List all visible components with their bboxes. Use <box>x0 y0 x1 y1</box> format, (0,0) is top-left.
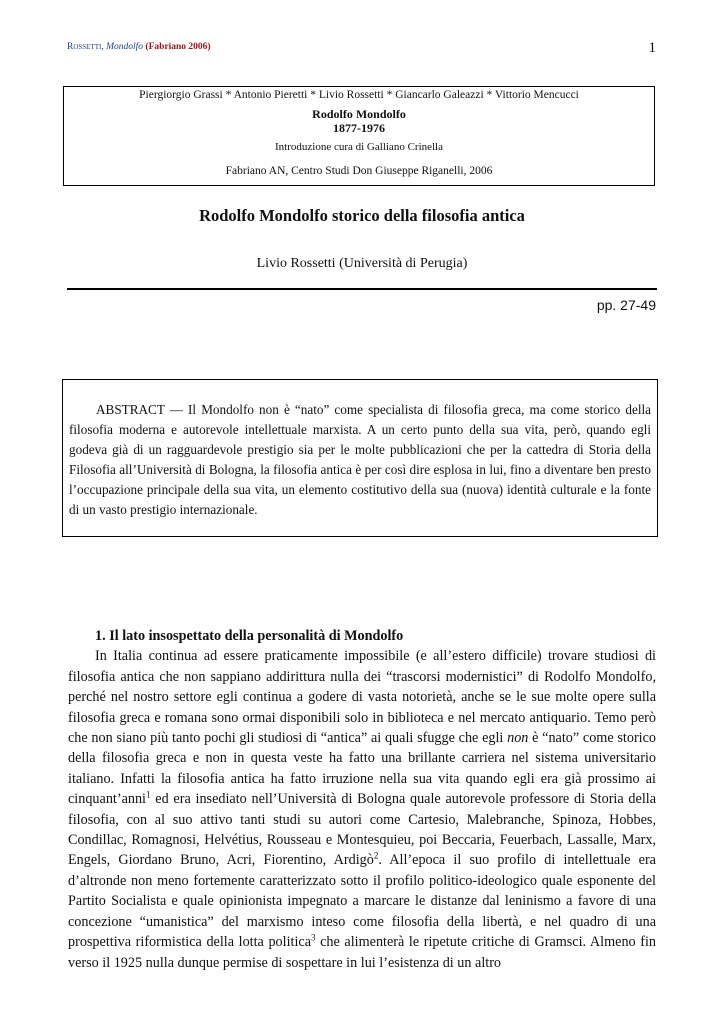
footnote-ref-2[interactable]: 2 <box>373 850 379 861</box>
article-author: Livio Rossetti (Università di Perugia) <box>256 256 468 271</box>
paragraph-text-e: che alimenterà le ripetute critiche di Gramsci. Almeno fin verso il 1925 nulla dunque permise di sospettare in lui l’esistenza di un altro <box>68 934 657 971</box>
biblio-title <box>64 107 654 135</box>
running-head-year: (Fabriano 2006) <box>145 42 211 52</box>
paragraph-emphasis: non <box>507 730 529 747</box>
running-head: Rossetti, Mondolfo (Fabriano 2006) <box>67 42 211 52</box>
section-1 <box>68 626 656 973</box>
footnote-ref-3[interactable]: 3 <box>311 932 316 943</box>
paragraph-text-b: è “nato” come storico della filosofia greca e non in questa veste ha fatto una brillante carriera nel sistema universitario italiano. Infatti la filosofia antica ha fatto irruzione nella sua vita quando egli era già prossimo ai cinquant’anni <box>68 730 657 808</box>
page-range: pp. 27-49 <box>596 297 656 313</box>
paragraph-text-c: ed era insediato nell’Università di Bologna quale autorevole professore di Storia della filosofia, con al suo attivo tanti studi su autori come Cartesio, Malebranche, Spinoza, Hobbes, Condillac, Romagnosi, Helvétius, Rousseau e Montesquieu, poi Beccaria, Feuerbach, Lassalle, Marx, Engels, Giordano Bruno, Acri, Fiorentino, Ardigò <box>68 791 656 869</box>
section-paragraph <box>68 646 656 973</box>
article-title: Rodolfo Mondolfo storico della filosofia antica <box>199 206 525 225</box>
biblio-intro: Introduzione cura di Galliano Crinella <box>275 141 443 153</box>
running-head-author: Rossetti <box>67 42 102 52</box>
abstract-box <box>62 379 658 537</box>
paragraph-text-a: In Italia continua ad essere praticamente impossibile (e all’estero difficile) trovare studiosi di filosofia antica che non sappiano addirittura nulla dei “trascorsi modernistici” di Rodolfo Mondolfo, perché nel nostro settore egli continua a godere di vasta notorietà, anche se le sue molte opere sulla filosofia greca e romana sono ormai disponibili solo in biblioteca e nel mercato antiquario. Temo però che non siano più tanto pochi gli studiosi di “antica” ai quali sfugge che egli <box>68 648 656 747</box>
abstract-text: ABSTRACT — Il Mondolfo non è “nato” come specialista di filosofia greca, ma come storico della filosofia moderna e autorevole intellettuale marxista. A un certo punto della sua vita, però, quando egli godeva già di un ragguardevole prestigio sia per le molte pubblicazioni che per la cattedra di Storia della Filosofia all’Università di Bologna, la filosofia antica è per così dire esplosa in lui, fino a diventare ben presto l’occupazione principale della sua vita, un elemento costitutivo della sua (nuova) identità culturale e la fonte di un vasto prestigio internazionale. <box>69 402 651 517</box>
page-number: 1 <box>648 40 656 56</box>
bibliographic-box <box>63 86 655 186</box>
section-heading: 1. Il lato insospettato della personalità di Mondolfo <box>95 628 404 644</box>
biblio-publisher: Fabriano AN, Centro Studi Don Giuseppe Riganelli, 2006 <box>225 165 493 177</box>
running-head-work: Mondolfo <box>106 42 144 52</box>
biblio-authors: Piergiorgio Grassi * Antonio Pieretti * Livio Rossetti * Giancarlo Galeazzi * Vittorio Mencucci <box>139 89 579 101</box>
paragraph-text-d: . All’epoca il suo profilo di intellettuale era d’altronde non meno fortemente caratterizzato sotto il profilo politico-ideologico quale esponente del Partito Socialista e quale opinionista impegnato a marcare le distanze dal leninismo a favore di una concezione “umanistica” del marxismo inteso come filosofia della libertà, e nel quadro di una prospettiva riformistica della lotta politica <box>68 852 656 951</box>
biblio-title-line2: 1877-1976 <box>333 121 385 135</box>
biblio-title-line1: Rodolfo Mondolfo <box>312 107 406 121</box>
footnote-ref-1[interactable]: 1 <box>146 789 151 800</box>
title-divider <box>67 288 657 290</box>
